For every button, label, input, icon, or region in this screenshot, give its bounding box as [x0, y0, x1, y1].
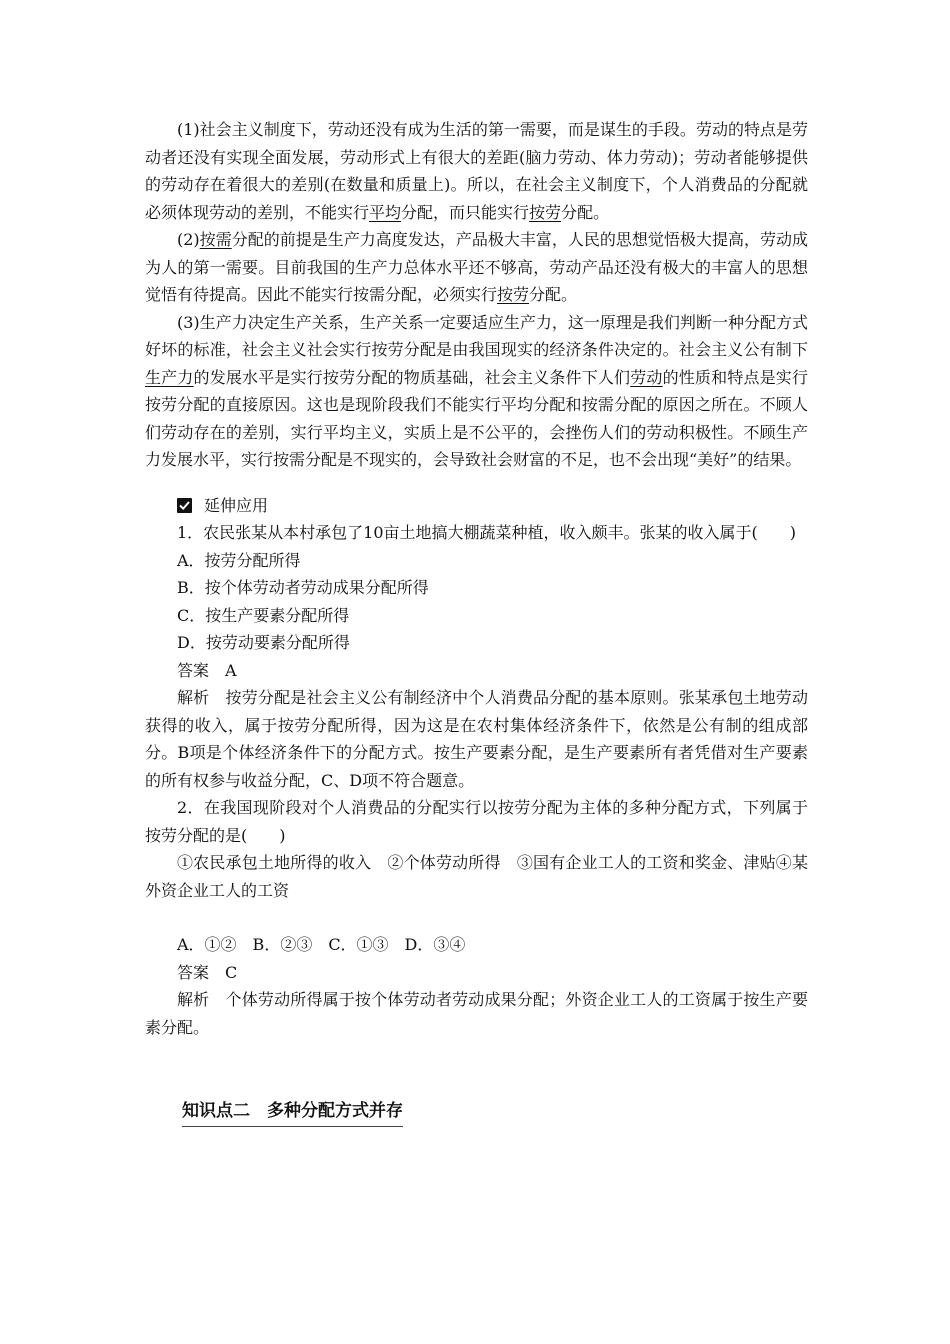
question-1-option-c: C．按生产要素分配所得	[177, 605, 350, 625]
underlined-term-shengchanli: 生产力	[145, 367, 194, 387]
underlined-term-anlao-2: 按劳	[497, 285, 530, 304]
document-content	[145, 116, 808, 1127]
underlined-term-anlao: 按劳	[529, 202, 562, 222]
question-1-option-a: A．按劳分配所得	[177, 550, 301, 570]
question-2-options: A．①② B．②③ C．①③ D．③④	[177, 935, 466, 954]
question-1-answer: 答案 A	[177, 660, 237, 680]
question-1-stem: 1．农民张某从本村承包了10亩土地搞大棚蔬菜种植，收入颇丰。张某的收入属于( )	[177, 523, 797, 542]
checkbox-checked-icon	[177, 498, 192, 513]
paragraph-3	[145, 309, 808, 474]
paragraph-1-text-c: 分配。	[561, 202, 610, 222]
question-2-answer: 答案 C	[177, 962, 238, 982]
paragraph-2-text-a: 分配的前提是生产力高度发达，产品极大丰富，人民的思想觉悟极大提高，劳动成为人的第一需要。目前我国的生产力总体水平还不够高，劳动产品还没有极大的丰富人的思想觉悟有待提高。因此不能实行按需分配，必须实行	[145, 230, 808, 304]
paragraph-3-text-c: 的性质和特点是实行按劳分配的直接原因。这也是现阶段我们不能实行平均分配和按需分配的原因之所在。不顾人们劳动存在的差别，实行平均主义，实质上是不公平的，会挫伤人们的劳动积极性。不顾生产力发展水平，实行按需分配是不现实的，会导致社会财富的不足，也不会出现“美好”的结果。	[145, 367, 808, 469]
question-2-analysis: 解析 个体劳动所得属于按个体劳动者劳动成果分配；外资企业工人的工资属于按生产要素分配。	[145, 990, 808, 1037]
paragraph-3-text-b: 的发展水平是实行按劳分配的物质基础，社会主义条件下人们	[193, 367, 631, 387]
extension-heading-label: 延伸应用	[204, 495, 269, 515]
section-title	[145, 1097, 403, 1127]
paragraph-2-text-b: 分配。	[529, 285, 578, 304]
paragraph-2	[145, 226, 808, 309]
question-2-stem: 2．在我国现阶段对个人消费品的分配实行以按劳分配为主体的多种分配方式，下列属于按劳分配的是( )	[145, 798, 808, 845]
paragraph-1	[145, 116, 808, 226]
paragraph-3-text-a: (3)生产力决定生产关系，生产关系一定要适应生产力，这一原理是我们判断一种分配方式好坏的标准，社会主义社会实行按劳分配是由我国现实的经济条件决定的。社会主义公有制下	[145, 312, 808, 359]
underlined-term-pingjun: 平均	[369, 202, 402, 222]
underlined-term-laodong: 劳动	[630, 367, 663, 387]
paragraph-1-text-a: (1)社会主义制度下，劳动还没有成为生活的第一需要，而是谋生的手段。劳动的特点是劳动者还没有实现全面发展，劳动形式上有很大的差距(脑力劳动、体力劳动)；劳动者能够提供的劳动存在着很大的差别(在数量和质量上)。所以，在社会主义制度下，个人消费品的分配就必须体现劳动的差别，不能实行	[145, 120, 808, 222]
question-1-option-d: D．按劳动要素分配所得	[177, 633, 350, 652]
question-1-option-b: B．按个体劳动者劳动成果分配所得	[177, 578, 429, 597]
question-1-analysis: 解析 按劳分配是社会主义公有制经济中个人消费品分配的基本原则。张某承包土地劳动获得的收入，属于按劳分配所得，因为这是在农村集体经济条件下，依然是公有制的组成部分。B项是个体经济条件下的分配方式。按生产要素分配，是生产要素所有者凭借对生产要素的所有权参与收益分配，C、D项不符合题意。	[145, 688, 808, 790]
paragraph-2-number: (2)	[177, 230, 200, 249]
question-2-items: ①农民承包土地所得的收入 ②个体劳动所得 ③国有企业工人的工资和奖金、津贴④某外资企业工人的工资	[145, 853, 808, 900]
paragraph-1-text-b: 分配，而只能实行	[401, 202, 530, 222]
underlined-term-anxu: 按需	[199, 230, 232, 249]
extension-heading	[145, 492, 808, 520]
section-title-text: 知识点二 多种分配方式并存	[182, 1097, 403, 1127]
